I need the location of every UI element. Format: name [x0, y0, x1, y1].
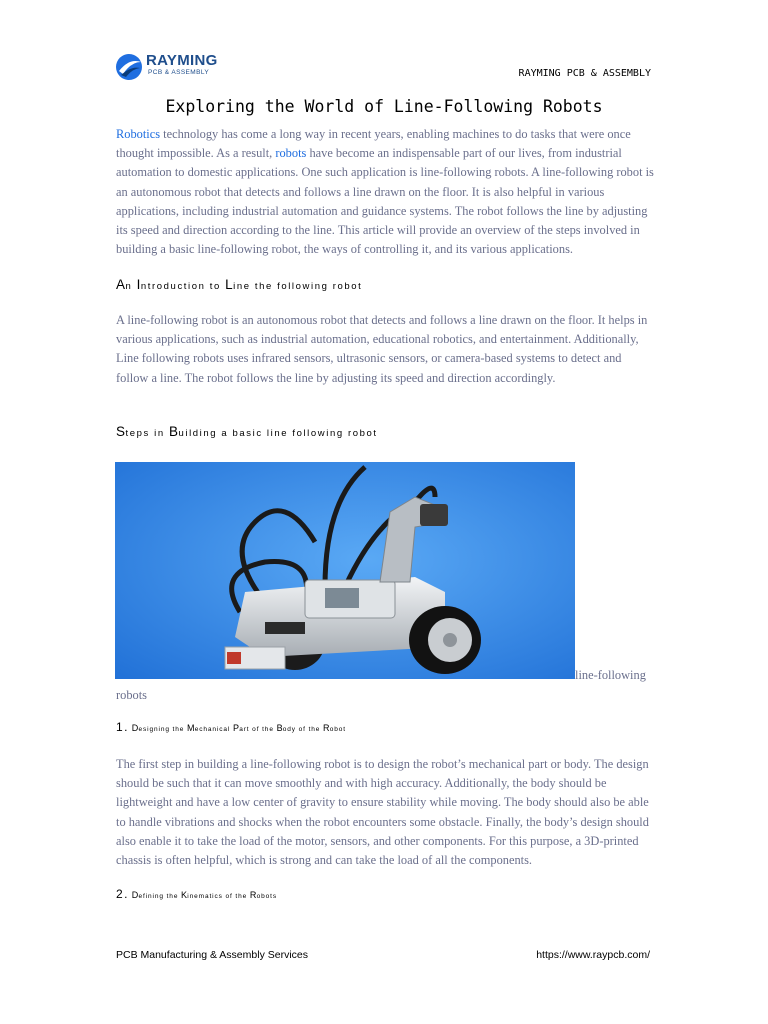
- step-1-paragraph: The first step in building a line-following robot is to design the robot’s mechanical part or body. The design should be such that it can move smoothly and with high accuracy. Additionally, the body should be lightweight and have a low center of gravity to ensure stability while moving. The body should also be able to handle vibrations and shocks when the robot encounters some obstacle. Finally, the body’s design should also enable it to take the load of the motor, sensors, and other components. For this purpose, a 3D-printed chassis is often helpful, which is strong and can take the load of all the components.: [116, 757, 649, 868]
- logo-mark-icon: [114, 52, 144, 82]
- figure-caption-continued: robots: [116, 688, 147, 702]
- page-title: Exploring the World of Line-Following Robots: [165, 97, 603, 116]
- robotics-link[interactable]: Robotics: [116, 127, 161, 141]
- footer-services: PCB Manufacturing & Assembly Services: [116, 949, 308, 961]
- header-company-name: RAYMING PCB & ASSEMBLY: [518, 68, 651, 79]
- line-following-robot-illustration: [115, 462, 575, 679]
- figure-caption: line-following: [575, 668, 646, 682]
- logo-name: RAYMING: [146, 52, 218, 69]
- intro-text-2: have become an indispensable part of our lives, from industrial automation to domestic applications. One such application is line-following robots. A line-following robot is an autonomous robot that detects and follows a line drawn on the floor. It is also helpful in various applications, including industrial automation and guidance systems. The robot follows the line by adjusting its speed and direction according to the line. This article will provide an overview of the steps involved in building a basic line-following robot, the ways of controlling it, and its various applications.: [116, 146, 654, 257]
- logo-subtitle: PCB & ASSEMBLY: [148, 69, 210, 76]
- intro-paragraph: [116, 125, 656, 259]
- section-heading-introduction: An Introduction to Line the following robot: [116, 277, 363, 292]
- intro-text-1: technology has come a long way in recent years, enabling machines to do tasks that were once thought impossible. As a result,: [116, 127, 631, 161]
- step-1-heading: 1. Designing the Mechanical Part of the Body of the Robot: [116, 720, 346, 734]
- introduction-paragraph: A line-following robot is an autonomous robot that detects and follows a line drawn on the floor. It helps in various applications, such as industrial automation, educational robotics, and entertainment. Additionally, Line following robots uses infrared sensors, ultrasonic sensors, or camera-based systems to detect and follow a line. The robot follows the line by adjusting its speed and direction accordingly.: [116, 313, 648, 385]
- robot-image: [115, 462, 575, 679]
- step-2-heading: 2. Defining the Kinematics of the Robots: [116, 887, 277, 901]
- robots-link[interactable]: robots: [275, 146, 307, 161]
- footer-website-link[interactable]: https://www.raypcb.com/: [536, 949, 650, 961]
- company-logo: [114, 50, 224, 82]
- section-heading-steps: Steps in Building a basic line following robot: [116, 424, 378, 439]
